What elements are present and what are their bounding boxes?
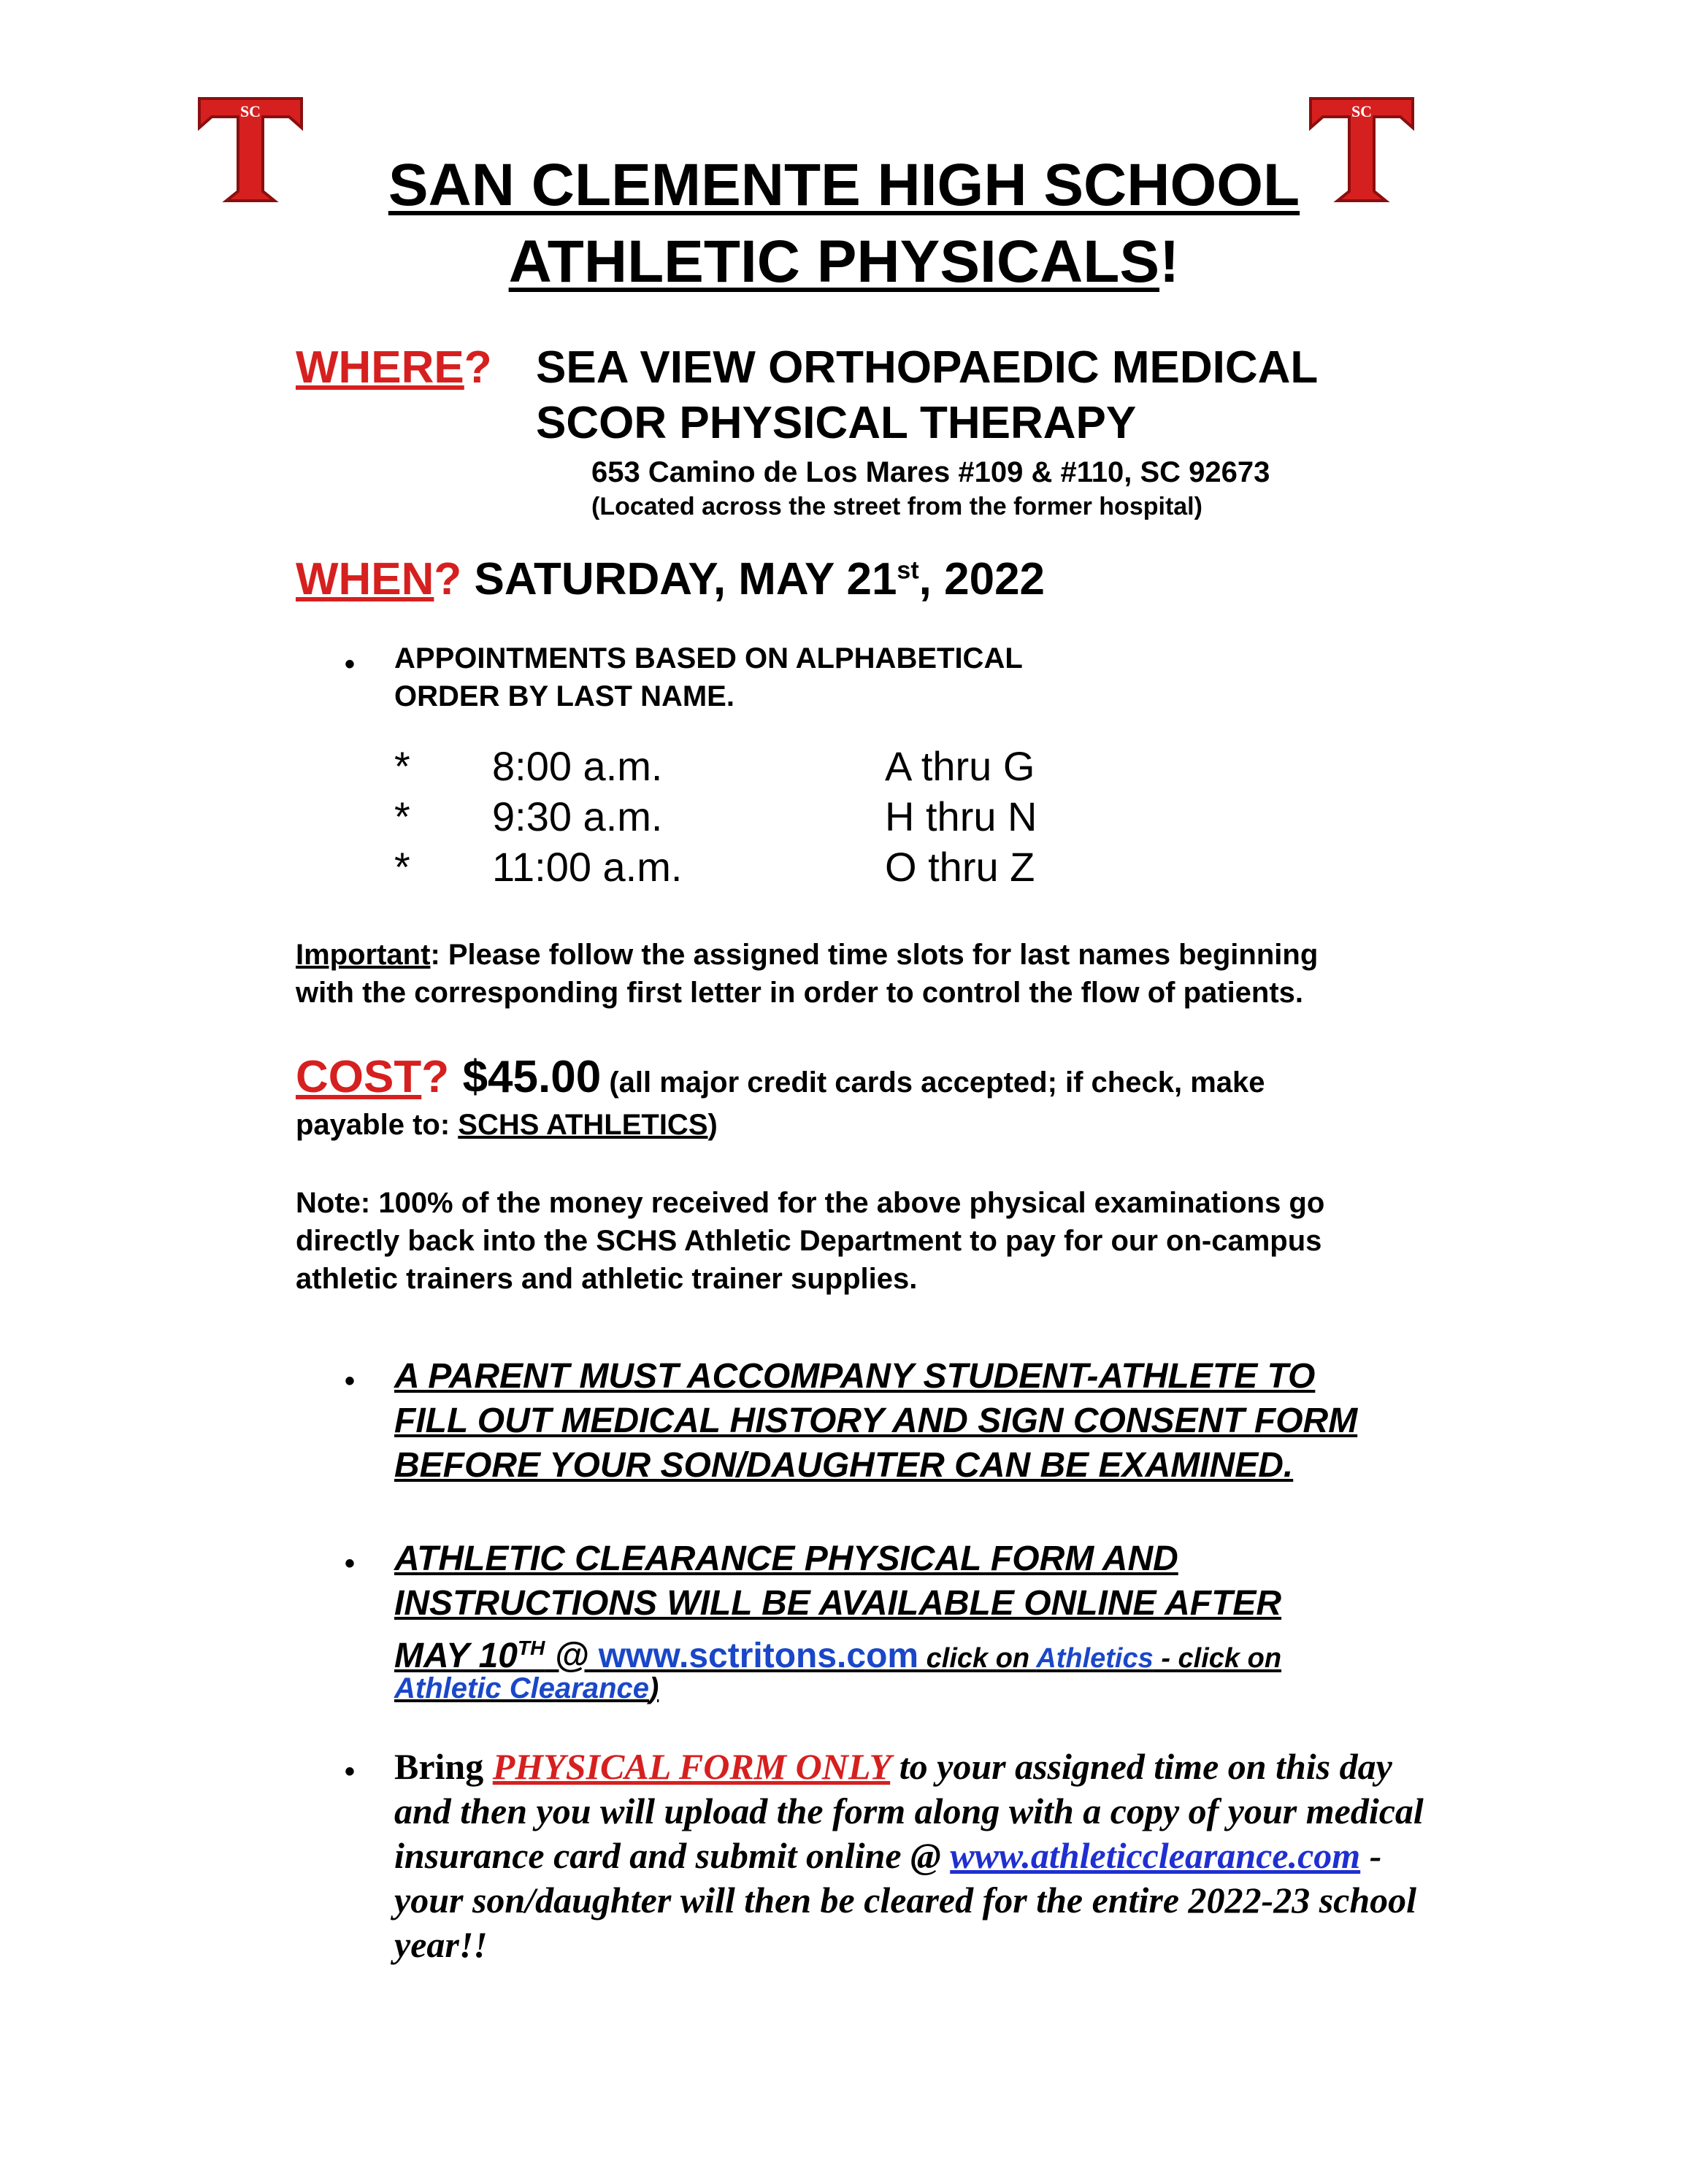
athletics-link[interactable]: Athletics xyxy=(1036,1643,1154,1674)
where-label: WHERE xyxy=(296,342,464,393)
schedule-row: * xyxy=(394,743,410,789)
when-label: WHEN xyxy=(296,554,434,604)
athletic-clearance-link[interactable]: Athletic Clearance xyxy=(394,1672,650,1704)
athleticclearance-link[interactable]: www.athleticclearance.com xyxy=(950,1835,1361,1876)
schedule-time: 8:00 a.m. xyxy=(492,743,663,789)
schedule-row: * xyxy=(394,793,410,839)
note-line1: Note: 100% of the money received for the above physical examinations go xyxy=(296,1187,1325,1219)
cost-line2: payable to: SCHS ATHLETICS) xyxy=(296,1109,718,1141)
where-line2: SCOR PHYSICAL THERAPY xyxy=(536,398,1137,448)
when-section: WHEN? SATURDAY, MAY 21st, 2022 xyxy=(296,554,1046,604)
physical-form-only: PHYSICAL FORM ONLY xyxy=(492,1746,891,1787)
important-line1: Important: Please follow the assigned time slots for last names beginning xyxy=(296,939,1319,971)
clearance-line3: MAY 10TH @ www.sctritons.com click on Athletics - click on xyxy=(394,1637,1282,1675)
sctritons-link[interactable]: www.sctritons.com xyxy=(588,1637,919,1675)
parent-line2: FILL OUT MEDICAL HISTORY AND SIGN CONSENT FORM xyxy=(394,1401,1358,1440)
page-title-line2: ATHLETIC PHYSICALS! xyxy=(508,228,1180,295)
bring-line1: Bring PHYSICAL FORM ONLY to your assigned time on this day xyxy=(394,1746,1392,1787)
cost-label: COST xyxy=(296,1052,422,1102)
note-line3: athletic trainers and athletic trainer supplies. xyxy=(296,1263,918,1295)
payee: SCHS ATHLETICS xyxy=(458,1109,708,1141)
schedule-row: * xyxy=(394,844,410,890)
parent-line3: BEFORE YOUR SON/DAUGHTER CAN BE EXAMINED. xyxy=(394,1446,1294,1485)
page-title-line1: SAN CLEMENTE HIGH SCHOOL xyxy=(388,152,1300,218)
cost-line1: COST? $45.00 (all major credit cards accepted; if check, make xyxy=(296,1052,1265,1102)
bring-line2: and then you will upload the form along with a copy of your medical xyxy=(394,1791,1424,1831)
bullet-icon: • xyxy=(345,648,356,680)
clearance-line1: ATHLETIC CLEARANCE PHYSICAL FORM AND xyxy=(394,1539,1178,1578)
schedule-time: 9:30 a.m. xyxy=(492,793,663,839)
important-label: Important xyxy=(296,939,431,971)
sc-monogram-icon: SC xyxy=(1351,102,1373,120)
bring-line3: insurance card and submit online @ www.athleticclearance.com - xyxy=(394,1835,1382,1876)
schedule-time: 11:00 a.m. xyxy=(492,844,683,890)
bullet-icon: • xyxy=(345,1756,356,1788)
schedule-range: H thru N xyxy=(885,793,1037,839)
where-section: WHERE? xyxy=(296,342,492,393)
clearance-line2: INSTRUCTIONS WILL BE AVAILABLE ONLINE AFTER xyxy=(394,1584,1282,1623)
bullet-icon: • xyxy=(345,1365,356,1397)
sc-monogram-icon: SC xyxy=(239,102,261,120)
schedule-range: O thru Z xyxy=(885,844,1035,890)
bullet-icon: • xyxy=(345,1547,356,1580)
bring-line5: year!! xyxy=(394,1924,488,1965)
event-date: SATURDAY, MAY 21st, 2022 xyxy=(474,554,1046,604)
where-note: (Located across the street from the former hospital) xyxy=(591,493,1202,520)
important-line2: with the corresponding first letter in order to control the flow of patients. xyxy=(296,977,1304,1009)
cost-amount: $45.00 xyxy=(462,1052,602,1102)
appointments-line2: ORDER BY LAST NAME. xyxy=(394,680,734,712)
schedule-range: A thru G xyxy=(885,743,1035,789)
clearance-line4: Athletic Clearance) xyxy=(394,1672,659,1704)
parent-line1: A PARENT MUST ACCOMPANY STUDENT-ATHLETE TO xyxy=(394,1357,1316,1396)
appointments-line1: APPOINTMENTS BASED ON ALPHABETICAL xyxy=(394,642,1023,674)
bring-line4: your son/daughter will then be cleared for the entire 2022-23 school xyxy=(394,1880,1417,1920)
where-address: 653 Camino de Los Mares #109 & #110, SC 92673 xyxy=(591,456,1270,488)
note-line2: directly back into the SCHS Athletic Department to pay for our on-campus xyxy=(296,1225,1322,1257)
where-line1: SEA VIEW ORTHOPAEDIC MEDICAL xyxy=(536,342,1319,393)
